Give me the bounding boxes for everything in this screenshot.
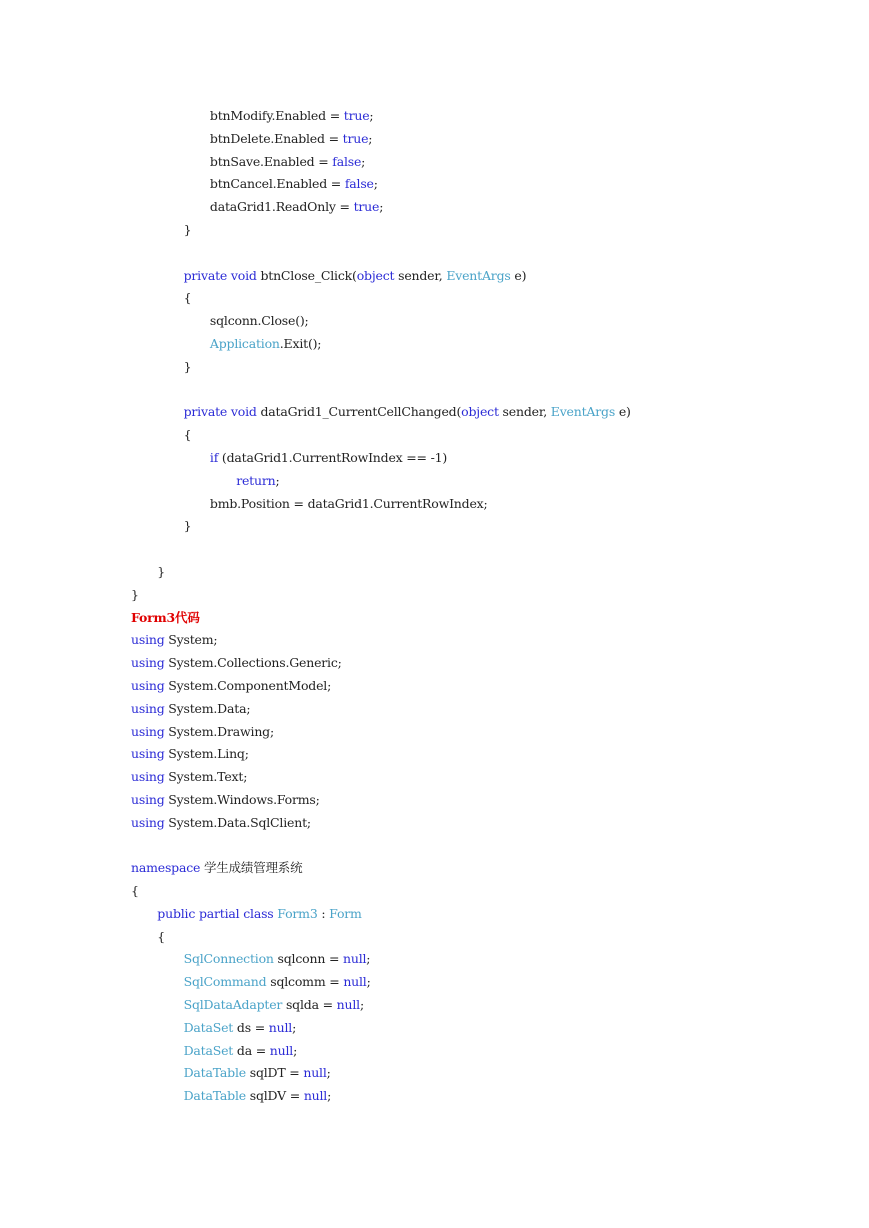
code-token: System.Data;: [164, 700, 251, 716]
code-token: {: [131, 883, 139, 899]
code-listing: [131, 105, 831, 1108]
keyword-token: using: [131, 746, 165, 762]
code-token: ;: [359, 997, 364, 1013]
type-token: Application: [209, 335, 280, 351]
code-line: [131, 128, 831, 151]
code-token: ;: [361, 153, 366, 169]
keyword-token: using: [131, 677, 165, 693]
code-line: [131, 721, 831, 744]
code-line: [131, 105, 831, 128]
keyword-token: using: [131, 700, 165, 716]
code-line: [131, 538, 831, 561]
code-line: [131, 287, 831, 310]
code-line: [131, 356, 831, 379]
keyword-token: null: [269, 1042, 294, 1058]
code-token: System.Drawing;: [164, 723, 274, 739]
keyword-token: private: [183, 404, 228, 420]
code-line: [131, 743, 831, 766]
keyword-token: public: [157, 905, 196, 921]
code-line: [131, 196, 831, 219]
keyword-token: class: [243, 905, 274, 921]
code-line: [131, 379, 831, 402]
code-token: sender,: [394, 267, 447, 283]
code-token: }: [183, 221, 192, 237]
code-token: sqlDT =: [245, 1065, 304, 1081]
code-token: ;: [368, 130, 373, 146]
code-line: [131, 151, 831, 174]
keyword-token: return: [236, 472, 276, 488]
code-token: btnCancel.Enabled =: [209, 176, 345, 192]
code-token: da =: [233, 1042, 270, 1058]
code-line: [131, 219, 831, 242]
keyword-token: using: [131, 769, 165, 785]
keyword-token: private: [183, 267, 228, 283]
code-line: [131, 789, 831, 812]
code-token: sqlconn.Close();: [209, 313, 309, 329]
keyword-token: true: [353, 199, 380, 215]
code-token: ;: [326, 1065, 331, 1081]
code-token: sender,: [498, 404, 551, 420]
code-token: bmb.Position = dataGrid1.CurrentRowIndex;: [209, 495, 488, 511]
code-token: .Exit();: [279, 335, 322, 351]
keyword-token: null: [268, 1019, 293, 1035]
code-token: ds =: [233, 1019, 269, 1035]
keyword-token: object: [461, 404, 499, 420]
code-token: }: [183, 358, 192, 374]
keyword-token: void: [230, 267, 257, 283]
code-line: [131, 766, 831, 789]
code-token: ;: [327, 1088, 332, 1104]
code-token: System.Linq;: [164, 746, 249, 762]
code-line: [131, 903, 831, 926]
code-token: System.Windows.Forms;: [164, 791, 320, 807]
code-line: [131, 629, 831, 652]
code-token: {: [157, 928, 166, 944]
keyword-token: using: [131, 791, 165, 807]
keyword-token: partial: [198, 905, 240, 921]
code-line: [131, 584, 831, 607]
keyword-token: using: [131, 814, 165, 830]
code-token: (dataGrid1.CurrentRowIndex == -1): [218, 449, 448, 465]
code-token: }: [131, 586, 139, 602]
type-token: EventArgs: [550, 404, 616, 420]
code-line: [131, 515, 831, 538]
type-token: Form3: [277, 905, 318, 921]
code-token: System.ComponentModel;: [164, 677, 332, 693]
code-line: [131, 447, 831, 470]
keyword-token: void: [230, 404, 257, 420]
code-line: [131, 971, 831, 994]
type-token: DataTable: [183, 1088, 246, 1104]
code-line: [131, 675, 831, 698]
code-token: }: [183, 518, 192, 534]
keyword-token: namespace: [131, 860, 201, 876]
code-token: sqlDV =: [245, 1088, 304, 1104]
code-token: System.Collections.Generic;: [164, 655, 342, 671]
keyword-token: null: [343, 951, 367, 967]
keyword-token: using: [131, 723, 165, 739]
type-token: DataSet: [183, 1019, 234, 1035]
code-token: dataGrid1_CurrentCellChanged(: [256, 404, 462, 420]
code-token: btnSave.Enabled =: [209, 153, 333, 169]
code-line: [131, 1085, 831, 1108]
code-token: e): [615, 404, 631, 420]
code-token: ;: [369, 108, 374, 123]
section-heading: Form3代码: [131, 609, 200, 625]
code-line: [131, 310, 831, 333]
keyword-token: using: [131, 632, 165, 648]
type-token: Form: [329, 905, 362, 921]
type-token: EventArgs: [446, 267, 511, 283]
code-token: ;: [275, 472, 280, 488]
code-line: [131, 835, 831, 858]
code-token: btnClose_Click(: [256, 267, 357, 283]
code-token: }: [157, 563, 166, 579]
type-token: SqlCommand: [183, 974, 267, 990]
code-token: ;: [292, 1019, 297, 1035]
code-token: 学生成绩管理系统: [200, 860, 303, 876]
code-line: [131, 926, 831, 949]
keyword-token: false: [344, 176, 374, 192]
code-line: [131, 857, 831, 880]
code-token: dataGrid1.ReadOnly =: [209, 199, 354, 215]
code-token: ;: [366, 974, 371, 990]
keyword-token: false: [332, 153, 362, 169]
keyword-token: if: [209, 449, 219, 465]
keyword-token: null: [303, 1088, 328, 1104]
code-token: :: [317, 905, 330, 921]
code-line: [131, 1040, 831, 1063]
code-line: [131, 401, 831, 424]
code-token: {: [183, 427, 192, 443]
code-token: {: [183, 290, 192, 306]
code-line: [131, 607, 831, 630]
code-line: [131, 1017, 831, 1040]
code-token: btnModify.Enabled =: [209, 108, 344, 123]
code-line: [131, 812, 831, 835]
code-line: [131, 333, 831, 356]
type-token: SqlConnection: [183, 951, 274, 967]
code-line: [131, 561, 831, 584]
code-line: [131, 242, 831, 265]
keyword-token: null: [303, 1065, 327, 1081]
code-line: [131, 880, 831, 903]
code-line: [131, 424, 831, 447]
code-token: ;: [373, 176, 378, 192]
code-token: sqlconn =: [273, 951, 343, 967]
keyword-token: using: [131, 655, 165, 671]
code-token: System.Text;: [164, 769, 248, 785]
code-line: [131, 470, 831, 493]
code-line: [131, 493, 831, 516]
keyword-token: object: [356, 267, 395, 283]
type-token: DataTable: [183, 1065, 246, 1081]
keyword-token: true: [343, 108, 370, 123]
keyword-token: null: [336, 997, 360, 1013]
code-line: [131, 1062, 831, 1085]
code-token: ;: [366, 951, 371, 967]
code-token: sqlcomm =: [266, 974, 344, 990]
code-token: System.Data.SqlClient;: [164, 814, 311, 830]
code-token: btnDelete.Enabled =: [209, 130, 343, 146]
code-line: [131, 652, 831, 675]
code-token: e): [510, 267, 527, 283]
type-token: SqlDataAdapter: [183, 997, 283, 1013]
type-token: DataSet: [183, 1042, 234, 1058]
code-token: sqlda =: [282, 997, 337, 1013]
code-token: ;: [293, 1042, 298, 1058]
code-line: [131, 698, 831, 721]
code-line: [131, 994, 831, 1017]
code-token: System;: [164, 632, 218, 648]
code-line: [131, 265, 831, 288]
code-line: [131, 948, 831, 971]
keyword-token: null: [343, 974, 367, 990]
code-line: [131, 173, 831, 196]
keyword-token: true: [342, 130, 369, 146]
code-token: ;: [379, 199, 384, 215]
